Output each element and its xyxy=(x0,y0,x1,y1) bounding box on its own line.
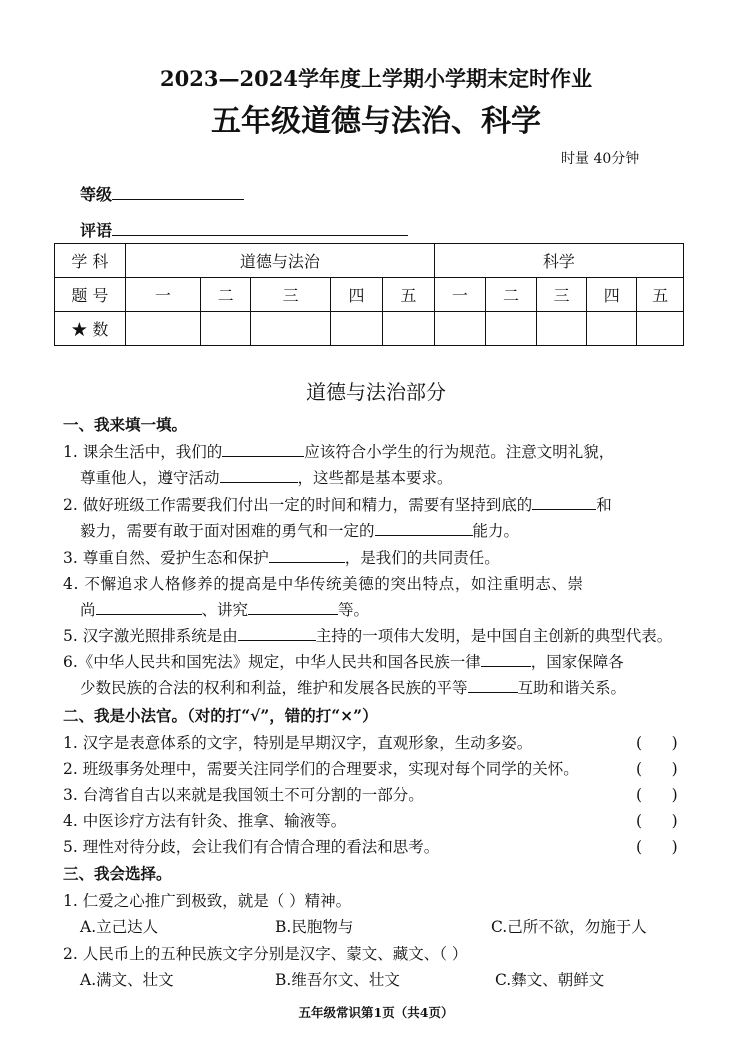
judge-item-3: 3. 台湾省自古以来就是我国领土不可分割的一部分。 xyxy=(63,786,424,804)
table-cell: 三 xyxy=(251,278,331,312)
subject-label: 学 科 xyxy=(55,244,126,278)
table-cell: 五 xyxy=(382,278,434,312)
table-row xyxy=(55,278,684,312)
q6-line2: 少数民族的合法的权利和利益，维护和发展各民族的平等 互助和谐关系。 xyxy=(80,679,627,697)
score-cell[interactable] xyxy=(485,312,536,346)
option-a[interactable]: A.立己达人 xyxy=(80,918,159,936)
table-row xyxy=(55,312,684,346)
score-cell[interactable] xyxy=(125,312,200,346)
q2-line2: 毅力，需要有敢于面对困难的勇气和一定的 能力。 xyxy=(80,522,520,540)
table-row xyxy=(55,244,684,278)
top-title: 2023—2024学年度上学期小学期末定时作业 xyxy=(160,66,592,91)
option-b[interactable]: B.维吾尔文、壮文 xyxy=(275,971,400,989)
answer-blank[interactable] xyxy=(248,600,338,615)
table-cell: 二 xyxy=(201,278,251,312)
option-c[interactable]: C.彝文、朝鲜文 xyxy=(495,971,605,989)
answer-blank[interactable] xyxy=(238,626,316,641)
answer-blank[interactable] xyxy=(532,495,596,510)
q2-line1: 2. 做好班级工作需要我们付出一定的时间和精力，需要有坚持到底的 和 xyxy=(63,496,612,514)
option-a[interactable]: A.满文、壮文 xyxy=(80,971,174,989)
option-c[interactable]: C.己所不欲，勿施于人 xyxy=(491,918,647,936)
option-b[interactable]: B.民胞物与 xyxy=(275,918,354,936)
answer-blank[interactable] xyxy=(468,678,518,693)
score-cell[interactable] xyxy=(637,312,684,346)
table-cell: 三 xyxy=(537,278,587,312)
grade-field[interactable] xyxy=(80,184,244,206)
main-title: 五年级道德与法治、科学 xyxy=(211,104,541,139)
answer-blank[interactable] xyxy=(375,521,473,536)
q3-line: 3. 尊重自然、爱护生态和保护 ，是我们的共同责任。 xyxy=(63,549,500,567)
time-limit: 时量 40分钟 xyxy=(561,151,640,167)
score-table xyxy=(54,243,684,346)
comment-label: 评语 xyxy=(80,221,113,240)
section-title: 道德与法治部分 xyxy=(306,380,446,404)
comment-field[interactable] xyxy=(80,220,408,242)
answer-blank[interactable] xyxy=(96,600,202,615)
table-cell: 五 xyxy=(637,278,684,312)
subject-science: 科学 xyxy=(434,244,683,278)
q6-line1: 6.《中华人民共和国宪法》规定，中华人民共和国各民族一律 ，国家保障各 xyxy=(63,653,624,671)
answer-paren[interactable]: ( ) xyxy=(636,838,678,856)
table-cell: 二 xyxy=(485,278,536,312)
answer-blank[interactable] xyxy=(481,652,531,667)
answer-blank[interactable] xyxy=(220,468,298,483)
score-cell[interactable] xyxy=(537,312,587,346)
answer-paren[interactable]: ( ) xyxy=(636,786,678,804)
q5-line: 5. 汉字激光照排系统是由 主持的一项伟大发明，是中国自主创新的典型代表。 xyxy=(63,627,673,645)
answer-blank[interactable] xyxy=(269,548,345,563)
q1-line1: 1. 课余生活中，我们的 应该符合小学生的行为规范。注意文明礼貌， xyxy=(63,443,615,461)
part2-heading: 二、我是小法官。（对的打“√”，错的打“×”） xyxy=(63,706,378,725)
number-label: 题 号 xyxy=(55,278,126,312)
comment-blank xyxy=(112,221,408,236)
grade-label: 等级 xyxy=(80,185,113,204)
score-cell[interactable] xyxy=(587,312,637,346)
part1-heading: 一、我来填一填。 xyxy=(63,415,188,434)
q1-line2: 尊重他人，遵守活动 ，这些都是基本要求。 xyxy=(80,469,453,487)
judge-item-1: 1. 汉字是表意体系的文字，特别是早期汉字，直观形象，生动多姿。 xyxy=(63,734,533,752)
score-cell[interactable] xyxy=(330,312,382,346)
score-cell[interactable] xyxy=(434,312,485,346)
answer-paren[interactable]: ( ) xyxy=(636,812,678,830)
answer-blank[interactable] xyxy=(222,442,304,457)
grade-blank xyxy=(112,185,244,200)
q4-line2: 尚 、讲究 等。 xyxy=(80,601,370,619)
answer-paren[interactable]: ( ) xyxy=(636,734,678,752)
table-cell: 四 xyxy=(330,278,382,312)
answer-paren[interactable]: ( ) xyxy=(636,760,678,778)
q4-line1: 4. 不懈追求人格修养的提高是中华传统美德的突出特点，如注重明志、崇 xyxy=(63,575,584,593)
score-cell[interactable] xyxy=(382,312,434,346)
judge-item-2: 2. 班级事务处理中，需要关注同学们的合理要求，实现对每个同学的关怀。 xyxy=(63,760,579,778)
judge-item-5: 5. 理性对待分歧，会让我们有合情合理的看法和思考。 xyxy=(63,838,440,856)
choice-question-2: 2. 人民币上的五种民族文字分别是汉字、蒙文、藏文、（ ） xyxy=(63,945,468,963)
subject-morality: 道德与法治 xyxy=(125,244,434,278)
table-cell: 一 xyxy=(434,278,485,312)
part3-heading: 三、我会选择。 xyxy=(63,864,172,883)
score-cell[interactable] xyxy=(201,312,251,346)
page-footer: 五年级常识第1页（共4页） xyxy=(298,1005,454,1020)
table-cell: 四 xyxy=(587,278,637,312)
choice-question-1: 1. 仁爱之心推广到极致，就是（ ）精神。 xyxy=(63,892,352,910)
star-label: ★ 数 xyxy=(55,312,126,346)
score-cell[interactable] xyxy=(251,312,331,346)
judge-item-4: 4. 中医诊疗方法有针灸、推拿、输液等。 xyxy=(63,812,347,830)
table-cell: 一 xyxy=(125,278,200,312)
